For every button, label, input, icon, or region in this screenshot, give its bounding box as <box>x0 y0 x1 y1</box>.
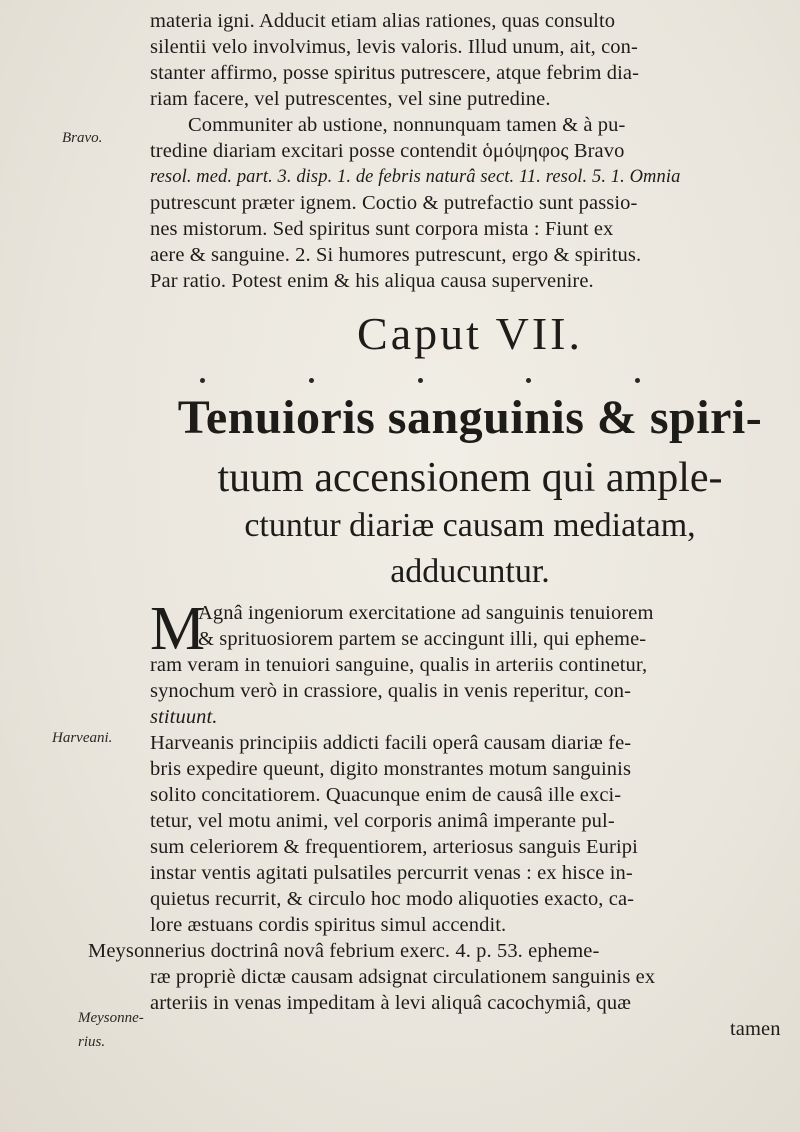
text-line: stituunt. <box>150 706 218 728</box>
text-line: & sprituosiorem partem se accingunt illi, qui epheme- <box>198 628 647 650</box>
text-line: bris expedire queunt, digito monstrantes motum sanguinis <box>150 758 632 780</box>
ornament-dot <box>418 378 423 383</box>
chapter-heading: Caput VII. <box>357 308 583 359</box>
margin-note-rius: rius. <box>78 1034 106 1050</box>
chapter-title-line: tuum accensionem qui ample- <box>217 455 723 501</box>
text-line: synochum verò in crassiore, qualis in venis reperitur, con- <box>150 680 632 702</box>
drop-cap: M <box>150 595 206 663</box>
text-line: resol. med. part. 3. disp. 1. de febris naturâ sect. 11. resol. 5. 1. Omnia <box>150 167 681 187</box>
text-line: tamen <box>730 1018 781 1040</box>
text-line: ram veram in tenuiori sanguine, qualis in arteriis continetur, <box>150 654 648 676</box>
text-line: tetur, vel motu animi, vel corporis animâ imperante pul- <box>150 810 615 832</box>
margin-note-harveani: Harveani. <box>52 730 113 746</box>
margin-note-bravo: Bravo. <box>62 130 103 146</box>
margin-note-meysonnerius: Meysonne- <box>78 1010 144 1026</box>
text-line: quietus recurrit, & circulo hoc modo aliquoties exacto, ca- <box>150 888 635 910</box>
text-line: aere & sanguine. 2. Si humores putrescunt, ergo & spiritus. <box>150 244 642 266</box>
paragraph-main <box>88 595 790 1118</box>
text-line: materia igni. Adducit etiam alias rationes, quas consulto <box>150 10 616 32</box>
chapter-title-line: Tenuioris sanguinis & spiri- <box>177 391 763 444</box>
text-line: Par ratio. Potest enim & his aliqua causa supervenire. <box>150 270 594 292</box>
text-line: stanter affirmo, posse spiritus putrescere, atque febrim dia- <box>150 62 640 84</box>
text-line: Communiter ab ustione, nonnunquam tamen & à pu- <box>188 114 626 136</box>
text-line: arteriis in venas impeditam à levi aliquâ cacochymiâ, quæ <box>150 992 632 1014</box>
text-line: putrescunt præter ignem. Coctio & putrefactio sunt passio- <box>150 192 638 214</box>
text-line: nes mistorum. Sed spiritus sunt corpora mista : Fiunt ex <box>150 218 614 240</box>
text-line: Meysonnerius doctrinâ novâ febrium exerc. 4. p. 53. epheme- <box>88 940 600 962</box>
text-line: riam facere, vel putrescentes, vel sine putredine. <box>150 88 551 110</box>
text-line: silentii velo involvimus, levis valoris. Illud unum, ait, con- <box>150 36 638 58</box>
text-line: Agnâ ingeniorum exercitatione ad sanguinis tenuiorem <box>198 602 654 624</box>
chapter-title-line: adducuntur. <box>390 553 550 590</box>
text-line: solito concitatiorem. Quacunque enim de causâ ille exci- <box>150 784 622 806</box>
title-ornament <box>200 378 640 382</box>
ornament-dot <box>635 378 640 383</box>
chapter-title-line: ctuntur diariæ causam mediatam, <box>244 507 696 544</box>
text-line: ræ propriè dictæ causam adsignat circulationem sanguinis ex <box>150 966 656 988</box>
text-line: instar ventis agitati pulsatiles percurrit venas : ex hisce in- <box>150 862 633 884</box>
ornament-dot <box>200 378 205 383</box>
text-line: lore æstuans cordis spiritus simul accendit. <box>150 914 507 936</box>
ornament-dot <box>309 378 314 383</box>
text-line: tredine diariam excitari posse contendit ὁμόψηφος Bravo <box>150 140 625 162</box>
ornament-dot <box>526 378 531 383</box>
text-line: Harveanis principiis addicti facili operâ causam diariæ fe- <box>150 732 632 754</box>
text-line: sum celeriorem & frequentiorem, arteriosus sanguis Euripi <box>150 836 638 858</box>
